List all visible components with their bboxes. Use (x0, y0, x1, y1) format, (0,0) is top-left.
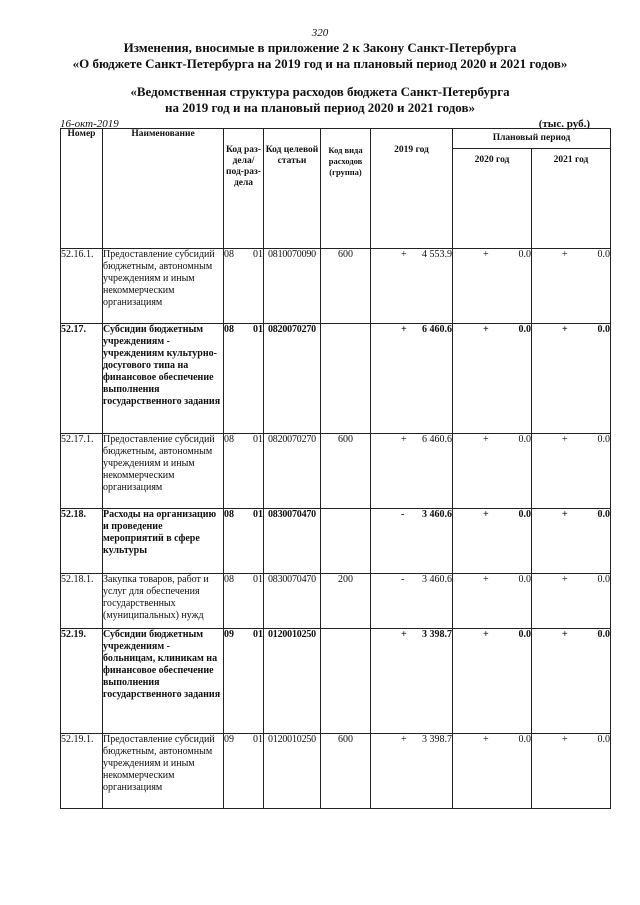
row-number-text: 52.17. (61, 324, 86, 335)
header-planned-period: Плановый период (453, 129, 611, 149)
units-label: (тыс. руб.) (538, 118, 590, 130)
amount-2021: 0.0 (597, 324, 610, 335)
row-number-text: 52.19.1. (61, 734, 94, 745)
row-group-code (321, 734, 371, 809)
row-value-2021 (532, 324, 611, 434)
table-row (61, 734, 611, 809)
target-code-text: 0820070270 (267, 324, 316, 335)
amount-2021: 0.0 (597, 629, 610, 640)
table-row (61, 629, 611, 734)
section-code: 09 (224, 734, 234, 745)
amount-2019: 3 460.6 (422, 509, 452, 520)
section-code: 08 (224, 574, 234, 585)
sign-2019: - (401, 574, 405, 585)
subsection-code: 01 (253, 629, 263, 640)
row-value-2021 (532, 574, 611, 629)
page-number: 320 (311, 27, 329, 39)
row-target-code (264, 434, 321, 509)
row-value-2019 (371, 629, 453, 734)
group-code-text: 600 (338, 434, 353, 445)
sign-2021: + (562, 509, 568, 520)
row-value-2020 (453, 734, 532, 809)
row-section-code (224, 574, 264, 629)
group-code-text: 600 (338, 249, 353, 260)
target-code-text: 0120010250 (267, 629, 316, 640)
row-target-code (264, 629, 321, 734)
target-code-text: 0810070090 (267, 249, 316, 260)
amount-2019: 4 553.9 (422, 249, 452, 260)
header-name: Наименование (103, 129, 224, 249)
subsection-code: 01 (253, 249, 263, 260)
subtitle-line-1: «Ведомственная структура расходов бюджета Санкт-Петербурга (130, 84, 510, 99)
amount-2019: 3 460.6 (422, 574, 452, 585)
row-name (103, 574, 224, 629)
document-title (20, 40, 620, 72)
row-value-2019 (371, 434, 453, 509)
amount-2021: 0.0 (597, 434, 610, 445)
row-value-2020 (453, 324, 532, 434)
row-number (61, 734, 103, 809)
row-number-text: 52.17.1. (61, 434, 94, 445)
row-name (103, 629, 224, 734)
sign-2021: + (562, 574, 568, 585)
amount-2019: 3 398.7 (422, 629, 452, 640)
row-name-text: Предоставление субсидий бюджетным, автономным учреждениям и иным некоммерческим организациям (103, 434, 215, 493)
row-section-code (224, 434, 264, 509)
sign-2020: + (483, 629, 489, 640)
table-row (61, 249, 611, 324)
subsection-code: 01 (253, 324, 263, 335)
row-name (103, 324, 224, 434)
title-line-1: Изменения, вносимые в приложение 2 к Закону Санкт-Петербурга (123, 40, 517, 55)
row-name-text: Закупка товаров, работ и услуг для обеспечения государственных (муниципальных) нужд (103, 574, 209, 621)
amount-2020: 0.0 (518, 574, 531, 585)
amount-2021: 0.0 (597, 734, 610, 745)
row-number (61, 509, 103, 574)
amount-2021: 0.0 (597, 509, 610, 520)
row-group-code (321, 574, 371, 629)
amount-2020: 0.0 (518, 734, 531, 745)
sign-2019: + (401, 249, 407, 260)
header-2021: 2021 год (532, 149, 611, 249)
amount-2020: 0.0 (518, 324, 531, 335)
sign-2019: + (401, 629, 407, 640)
row-section-code (224, 249, 264, 324)
target-code-text: 0820070270 (267, 434, 316, 445)
row-number (61, 434, 103, 509)
header-group-code: Код вида расходов (группа) (321, 129, 371, 249)
row-number-text: 52.18.1. (61, 574, 94, 585)
row-value-2019 (371, 249, 453, 324)
row-name-text: Субсидии бюджетным учреждениям - учреждениям культурно-досугового типа на финансовое обеспечение выполнения государственного задания (103, 324, 221, 407)
row-value-2020 (453, 509, 532, 574)
sign-2020: + (483, 249, 489, 260)
row-value-2021 (532, 509, 611, 574)
row-value-2020 (453, 249, 532, 324)
amount-2021: 0.0 (597, 574, 610, 585)
sign-2020: + (483, 434, 489, 445)
section-code: 08 (224, 324, 234, 335)
amount-2020: 0.0 (518, 434, 531, 445)
amount-2019: 6 460.6 (422, 434, 452, 445)
sign-2021: + (562, 629, 568, 640)
row-group-code (321, 629, 371, 734)
sign-2021: + (562, 734, 568, 745)
row-value-2019 (371, 574, 453, 629)
document-date: 16-окт-2019 (60, 118, 119, 130)
amount-2021: 0.0 (597, 249, 610, 260)
header-number: Номер (61, 129, 103, 249)
sign-2020: + (483, 734, 489, 745)
subsection-code: 01 (253, 734, 263, 745)
row-value-2020 (453, 434, 532, 509)
row-name (103, 509, 224, 574)
section-code: 08 (224, 249, 234, 260)
row-value-2021 (532, 629, 611, 734)
subtitle-line-2: на 2019 год и на плановый период 2020 и 2021 годов» (164, 100, 475, 115)
budget-table (60, 128, 611, 809)
amount-2020: 0.0 (518, 249, 531, 260)
subsection-code: 01 (253, 574, 263, 585)
row-name-text: Предоставление субсидий бюджетным, автономным учреждениям и иным некоммерческим организациям (103, 734, 215, 793)
row-section-code (224, 324, 264, 434)
row-value-2020 (453, 629, 532, 734)
target-code-text: 0120010250 (267, 734, 316, 745)
table-row (61, 434, 611, 509)
row-group-code (321, 249, 371, 324)
target-code-text: 0830070470 (267, 574, 316, 585)
row-group-code (321, 509, 371, 574)
subsection-code: 01 (253, 509, 263, 520)
table-body (61, 249, 611, 809)
row-number (61, 629, 103, 734)
row-name (103, 249, 224, 324)
amount-2020: 0.0 (518, 509, 531, 520)
amount-2020: 0.0 (518, 629, 531, 640)
group-code-text: 200 (338, 574, 353, 585)
row-value-2019 (371, 509, 453, 574)
sign-2020: + (483, 574, 489, 585)
row-name-text: Предоставление субсидий бюджетным, автономным учреждениям и иным некоммерческим организациям (103, 249, 215, 308)
sign-2019: - (401, 509, 405, 520)
section-code: 08 (224, 434, 234, 445)
row-value-2019 (371, 324, 453, 434)
header-2019: 2019 год (371, 129, 453, 249)
row-group-code (321, 434, 371, 509)
group-code-text: 600 (338, 734, 353, 745)
section-code: 08 (224, 509, 234, 520)
row-target-code (264, 509, 321, 574)
header-target-code: Код целевой статьи (264, 129, 321, 249)
table-row (61, 509, 611, 574)
row-section-code (224, 509, 264, 574)
row-name-text: Субсидии бюджетным учреждениям - больницам, клиникам на финансовое обеспечение выполнения государственного задания (103, 629, 221, 700)
row-section-code (224, 629, 264, 734)
document-subtitle (20, 84, 620, 116)
row-target-code (264, 734, 321, 809)
row-value-2021 (532, 434, 611, 509)
row-value-2019 (371, 734, 453, 809)
row-number (61, 324, 103, 434)
sign-2019: + (401, 324, 407, 335)
row-value-2021 (532, 734, 611, 809)
sign-2021: + (562, 434, 568, 445)
table-row (61, 574, 611, 629)
amount-2019: 6 460.6 (422, 324, 452, 335)
sign-2019: + (401, 434, 407, 445)
sign-2019: + (401, 734, 407, 745)
sign-2021: + (562, 249, 568, 260)
target-code-text: 0830070470 (267, 509, 316, 520)
row-number-text: 52.16.1. (61, 249, 94, 260)
row-number (61, 574, 103, 629)
sign-2020: + (483, 509, 489, 520)
amount-2019: 3 398.7 (422, 734, 452, 745)
row-target-code (264, 324, 321, 434)
row-target-code (264, 249, 321, 324)
row-name-text: Расходы на организацию и проведение мероприятий в сфере культуры (103, 509, 217, 556)
row-number-text: 52.19. (61, 629, 86, 640)
header-section-code: Код раз-дела/ под-раз-дела (224, 129, 264, 249)
row-value-2021 (532, 249, 611, 324)
row-number-text: 52.18. (61, 509, 86, 520)
row-section-code (224, 734, 264, 809)
row-target-code (264, 574, 321, 629)
section-code: 09 (224, 629, 234, 640)
title-line-2: «О бюджете Санкт-Петербурга на 2019 год и на плановый период 2020 и 2021 годов» (72, 56, 568, 71)
row-name (103, 734, 224, 809)
row-name (103, 434, 224, 509)
subsection-code: 01 (253, 434, 263, 445)
table-row (61, 324, 611, 434)
row-number (61, 249, 103, 324)
row-group-code (321, 324, 371, 434)
sign-2021: + (562, 324, 568, 335)
header-2020: 2020 год (453, 149, 532, 249)
sign-2020: + (483, 324, 489, 335)
row-value-2020 (453, 574, 532, 629)
